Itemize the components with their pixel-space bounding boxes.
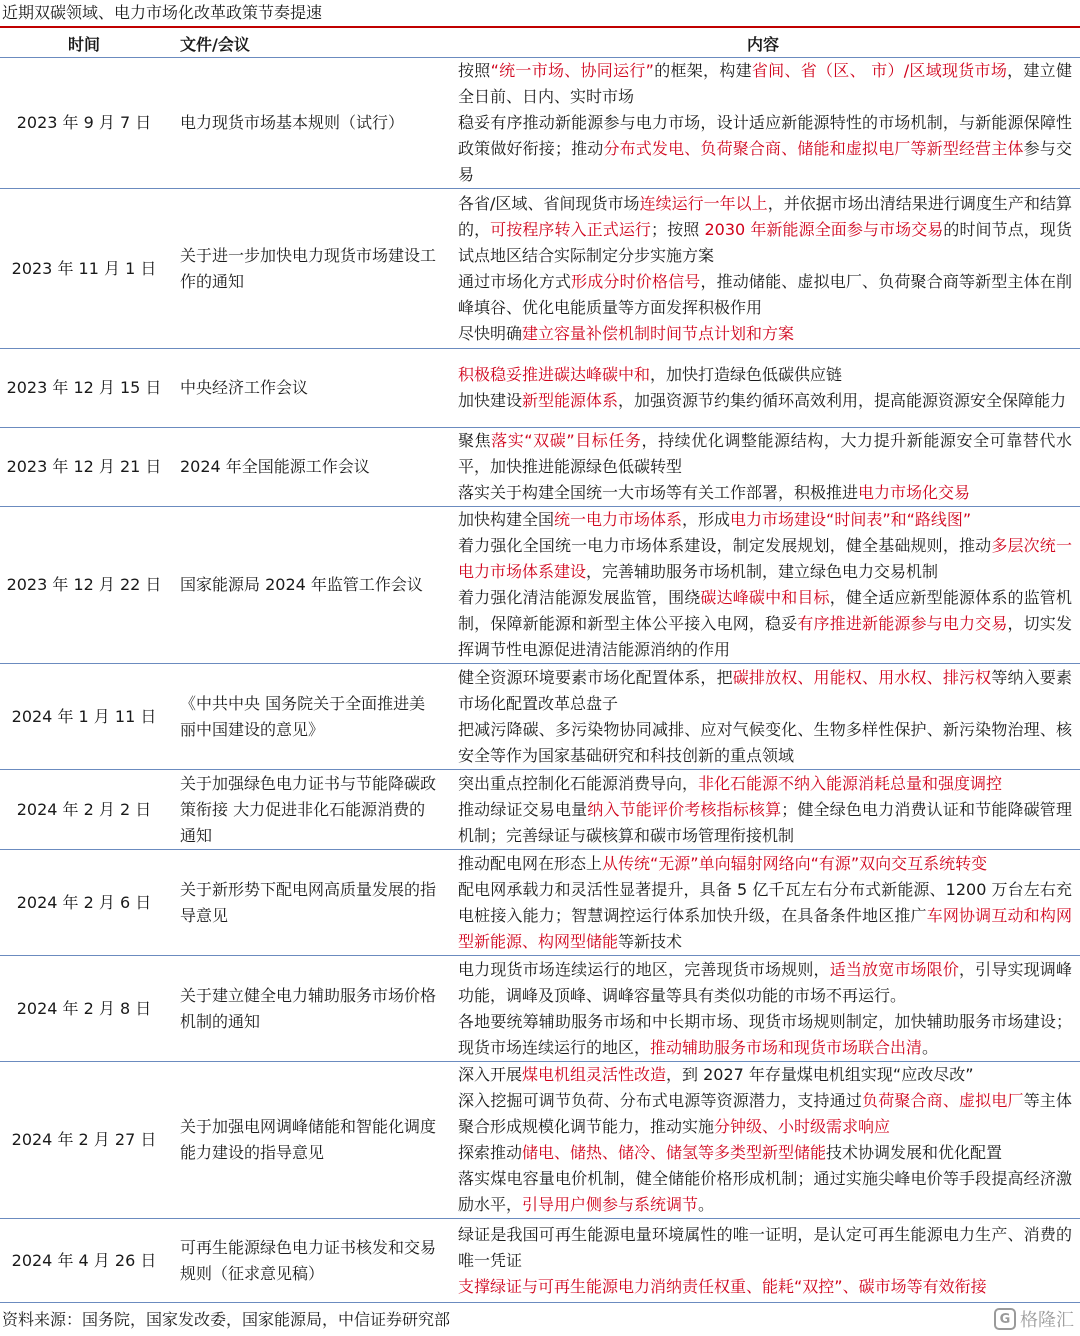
highlighted-text: 落实“双碳”目标任务 bbox=[491, 431, 642, 450]
content-text: 落实关于构建全国统一大市场等有关工作部署，积极推进 bbox=[458, 483, 859, 502]
row-document: 国家能源局 2024 年监管工作会议 bbox=[168, 507, 446, 664]
row-date: 2024 年 1 月 11 日 bbox=[0, 664, 168, 770]
row-date: 2023 年 12 月 21 日 bbox=[0, 428, 168, 507]
content-text: 着力强化清洁能源发展监管，围绕 bbox=[458, 588, 701, 607]
row-document: 可再生能源绿色电力证书核发和交易规则（征求意见稿） bbox=[168, 1219, 446, 1303]
row-content bbox=[446, 770, 1080, 850]
highlighted-text: 车网协调互动和构网型新能源、构网型储能 bbox=[458, 905, 1072, 951]
row-document: 关于加强绿色电力证书与节能降碳政策衔接 大力促进非化石能源消费的通知 bbox=[168, 770, 446, 850]
watermark-logo-icon: G bbox=[994, 1308, 1016, 1330]
content-text: ，完善辅助服务市场机制，建立绿色电力交易机制 bbox=[586, 562, 939, 581]
highlighted-text: 有序推进新能源参与电力交易 bbox=[797, 614, 1008, 633]
header-time: 时间 bbox=[0, 30, 168, 58]
content-text: ，形成 bbox=[682, 510, 731, 529]
row-date: 2024 年 4 月 26 日 bbox=[0, 1219, 168, 1303]
table-row bbox=[0, 1062, 1080, 1219]
content-text: 稳妥有序推动新能源参与电力市场，设计适应新能源特性的市场机制，与新能源保障性政策做好衔接；推动 bbox=[458, 113, 1072, 158]
row-content bbox=[446, 956, 1080, 1062]
highlighted-text: 支撑绿证与可再生能源电力消纳责任权重、能耗“双控”、碳市场等有效衔接 bbox=[458, 1276, 987, 1296]
table-row bbox=[0, 189, 1080, 349]
highlighted-text: 连续运行一年以上 bbox=[639, 193, 768, 213]
content-text: 参与交易 bbox=[458, 139, 1072, 184]
highlighted-text: 多层次统一电力市场体系建设 bbox=[458, 536, 1072, 581]
policy-table bbox=[0, 30, 1080, 1303]
highlighted-text: 分钟级、小时级需求响应 bbox=[714, 1117, 891, 1136]
table-title: 近期双碳领域、电力市场化改革政策节奏提速 bbox=[0, 0, 1080, 28]
content-text: ，健全适应新型能源体系的监管机制，保障新能源和新型主体公平接入电网，稳妥 bbox=[458, 588, 1072, 633]
content-text: 通过市场化方式 bbox=[458, 271, 572, 291]
content-text: 技术协调发展和优化配置 bbox=[826, 1143, 1003, 1162]
table-row bbox=[0, 349, 1080, 428]
highlighted-text: 可按程序转入正式运行 bbox=[490, 219, 652, 239]
content-text: ，加强资源节约集约循环高效利用，提高能源资源安全保障能力 bbox=[618, 391, 1067, 410]
content-text: 的框架，构建 bbox=[653, 61, 752, 80]
content-text: 突出重点控制化石能源消费导向， bbox=[458, 773, 699, 793]
content-text: ，并依据市场出清结果进行调度生产和结算的， bbox=[458, 193, 1072, 239]
table-row bbox=[0, 956, 1080, 1062]
highlighted-text: 统一电力市场体系 bbox=[554, 510, 683, 529]
highlighted-text: 煤电机组灵活性改造 bbox=[522, 1065, 667, 1084]
highlighted-text: 引导用户侧参与系统调节 bbox=[522, 1195, 699, 1214]
highlighted-text: 分布式发电、负荷聚合商、储能和虚拟电厂等新型经营主体 bbox=[603, 139, 1024, 158]
row-document: 《中共中央 国务院关于全面推进美丽中国建设的意见》 bbox=[168, 664, 446, 770]
watermark-text: 格隆汇 bbox=[1020, 1310, 1074, 1331]
row-content bbox=[446, 428, 1080, 507]
row-content bbox=[446, 1219, 1080, 1303]
content-text: 按照 bbox=[458, 61, 491, 80]
table-row bbox=[0, 507, 1080, 664]
row-content bbox=[446, 507, 1080, 664]
highlighted-text: “统一市场、协同运行” bbox=[490, 61, 654, 80]
content-text: ，推动储能、虚拟电厂、负荷聚合商等新型主体在削峰填谷、优化电能质量等方面发挥积极作用 bbox=[458, 271, 1072, 317]
highlighted-text: 碳排放权、用能权、用水权、排污权 bbox=[732, 667, 992, 687]
table-row bbox=[0, 58, 1080, 189]
highlighted-text: 电力市场化交易 bbox=[858, 483, 971, 502]
content-text: 探索推动 bbox=[458, 1143, 523, 1162]
table-row bbox=[0, 770, 1080, 850]
row-document: 2024 年全国能源工作会议 bbox=[168, 428, 446, 507]
highlighted-text: 省间、省（区、 市）/区域现货市场 bbox=[751, 61, 1008, 80]
row-content bbox=[446, 664, 1080, 770]
content-text: 落实煤电容量电价机制，健全储能价格形成机制；通过实施尖峰电价等手段提高经济激励水平， bbox=[458, 1169, 1072, 1214]
content-text: ，建立健全日前、日内、实时市场 bbox=[458, 61, 1072, 106]
header-doc: 文件/会议 bbox=[168, 30, 446, 58]
highlighted-text: 电力市场建设“时间表”和“路线图” bbox=[730, 510, 972, 529]
content-text: 深入挖掘可调节负荷、分布式电源等资源潜力，支持通过 bbox=[458, 1091, 863, 1110]
row-date: 2024 年 2 月 6 日 bbox=[0, 850, 168, 956]
content-text: 聚焦 bbox=[458, 431, 492, 450]
highlighted-text: 纳入节能评价考核指标核算 bbox=[587, 799, 782, 819]
content-text: ，到 2027 年存量煤电机组实现“应改尽改” bbox=[666, 1065, 974, 1084]
content-text: 的时间节点，现货试点地区结合实际制定分步实施方案 bbox=[458, 219, 1072, 265]
content-text: ；健全绿色电力消费认证和节能降碳管理机制；完善绿证与碳核算和碳市场管理衔接机制 bbox=[458, 799, 1072, 845]
row-date: 2023 年 12 月 22 日 bbox=[0, 507, 168, 664]
highlighted-text: 碳达峰碳中和目标 bbox=[700, 588, 830, 607]
highlighted-text: 建立容量补偿机制时间节点计划和方案 bbox=[522, 323, 795, 343]
row-document: 关于建立健全电力辅助服务市场价格机制的通知 bbox=[168, 956, 446, 1062]
row-date: 2024 年 2 月 27 日 bbox=[0, 1062, 168, 1219]
row-content bbox=[446, 1062, 1080, 1219]
content-text: 健全资源环境要素市场化配置体系，把 bbox=[458, 667, 733, 687]
row-date: 2023 年 11 月 1 日 bbox=[0, 189, 168, 349]
content-text: 配电网承载力和灵活性显著提升，具备 5 亿千瓦左右分布式新能源、1200 万台左右充电桩接入能力；智慧调控运行体系加快升级，在具备条件地区推广 bbox=[458, 879, 1072, 925]
header-content: 内容 bbox=[446, 30, 1080, 58]
row-content bbox=[446, 349, 1080, 428]
row-date: 2024 年 2 月 8 日 bbox=[0, 956, 168, 1062]
highlighted-text: 推动辅助服务市场和现货市场联合出清 bbox=[650, 1037, 923, 1057]
content-text: 。 bbox=[698, 1195, 715, 1214]
highlighted-text: 新型能源体系 bbox=[522, 391, 619, 410]
table-row bbox=[0, 664, 1080, 770]
content-text: ，持续优化调整能源结构，大力提升新能源安全可靠替代水平，加快推进能源绿色低碳转型 bbox=[458, 431, 1072, 476]
content-text: 。 bbox=[922, 1037, 939, 1057]
row-document: 电力现货市场基本规则（试行） bbox=[168, 58, 446, 189]
row-content bbox=[446, 58, 1080, 189]
highlighted-text: 适当放宽市场限价 bbox=[829, 959, 959, 979]
content-text: 等主体聚合形成规模化调节能力，推动实施 bbox=[458, 1091, 1072, 1136]
row-date: 2023 年 9 月 7 日 bbox=[0, 58, 168, 189]
content-text: 着力强化全国统一电力市场体系建设，制定发展规划，健全基础规则，推动 bbox=[458, 536, 992, 555]
row-content bbox=[446, 850, 1080, 956]
content-text: 加快构建全国 bbox=[458, 510, 555, 529]
content-text: 各地要统筹辅助服务市场和中长期市场、现货市场规则制定，加快辅助服务市场建设；现货市场连续运行的地区， bbox=[458, 1011, 1072, 1057]
row-document: 中央经济工作会议 bbox=[168, 349, 446, 428]
source-note: 资料来源：国务院，国家发改委，国家能源局，中信证券研究部 bbox=[2, 1310, 451, 1329]
row-document: 关于进一步加快电力现货市场建设工作的通知 bbox=[168, 189, 446, 349]
row-document: 关于新形势下配电网高质量发展的指导意见 bbox=[168, 850, 446, 956]
highlighted-text: 非化石能源不纳入能源消耗总量和强度调控 bbox=[698, 773, 1003, 793]
table-row bbox=[0, 1219, 1080, 1303]
content-text: 深入开展 bbox=[458, 1065, 523, 1084]
highlighted-text: 负荷聚合商、虚拟电厂 bbox=[862, 1091, 1024, 1110]
highlighted-text: 从传统“无源”单向辐射网络向“有源”双向交互系统转变 bbox=[602, 853, 988, 873]
content-text: 各省/区域、省间现货市场 bbox=[458, 193, 640, 213]
content-text: 绿证是我国可再生能源电量环境属性的唯一证明，是认定可再生能源电力生产、消费的唯一凭证 bbox=[458, 1224, 1072, 1270]
row-date: 2024 年 2 月 2 日 bbox=[0, 770, 168, 850]
content-text: 尽快明确 bbox=[458, 323, 523, 343]
content-text: 加快建设 bbox=[458, 391, 523, 410]
content-text: 等纳入要素市场化配置改革总盘子 bbox=[458, 667, 1072, 713]
highlighted-text: 积极稳妥推进碳达峰碳中和 bbox=[458, 365, 651, 384]
row-content bbox=[446, 189, 1080, 349]
highlighted-text: 形成分时价格信号 bbox=[571, 271, 701, 291]
row-document: 关于加强电网调峰储能和智能化调度能力建设的指导意见 bbox=[168, 1062, 446, 1219]
content-text: 把减污降碳、多污染物协同减排、应对气候变化、生物多样性保护、新污染物治理、核安全等作为国家基础研究和科技创新的重点领域 bbox=[458, 719, 1072, 765]
content-text: 推动绿证交易电量 bbox=[458, 799, 588, 819]
highlighted-text: 储电、储热、储冷、储氢等多类型新型储能 bbox=[522, 1143, 827, 1162]
table-row bbox=[0, 850, 1080, 956]
content-text: ；按照 bbox=[651, 219, 705, 239]
table-header-row bbox=[0, 30, 1080, 58]
content-text: 等新技术 bbox=[618, 931, 683, 951]
watermark bbox=[994, 1306, 1074, 1332]
highlighted-text: 2030 年新能源全面参与市场交易 bbox=[704, 219, 944, 239]
table-row bbox=[0, 428, 1080, 507]
row-date: 2023 年 12 月 15 日 bbox=[0, 349, 168, 428]
content-text: ，切实发挥调节性电源促进清洁能源消纳的作用 bbox=[458, 614, 1072, 659]
content-text: 电力现货市场连续运行的地区，完善现货市场规则， bbox=[458, 959, 830, 979]
content-text: 推动配电网在形态上 bbox=[458, 853, 603, 873]
content-text: ，加快打造绿色低碳供应链 bbox=[650, 365, 843, 384]
content-text: ，引导实现调峰功能，调峰及顶峰、调峰容量等具有类似功能的市场不再运行。 bbox=[458, 959, 1072, 1005]
